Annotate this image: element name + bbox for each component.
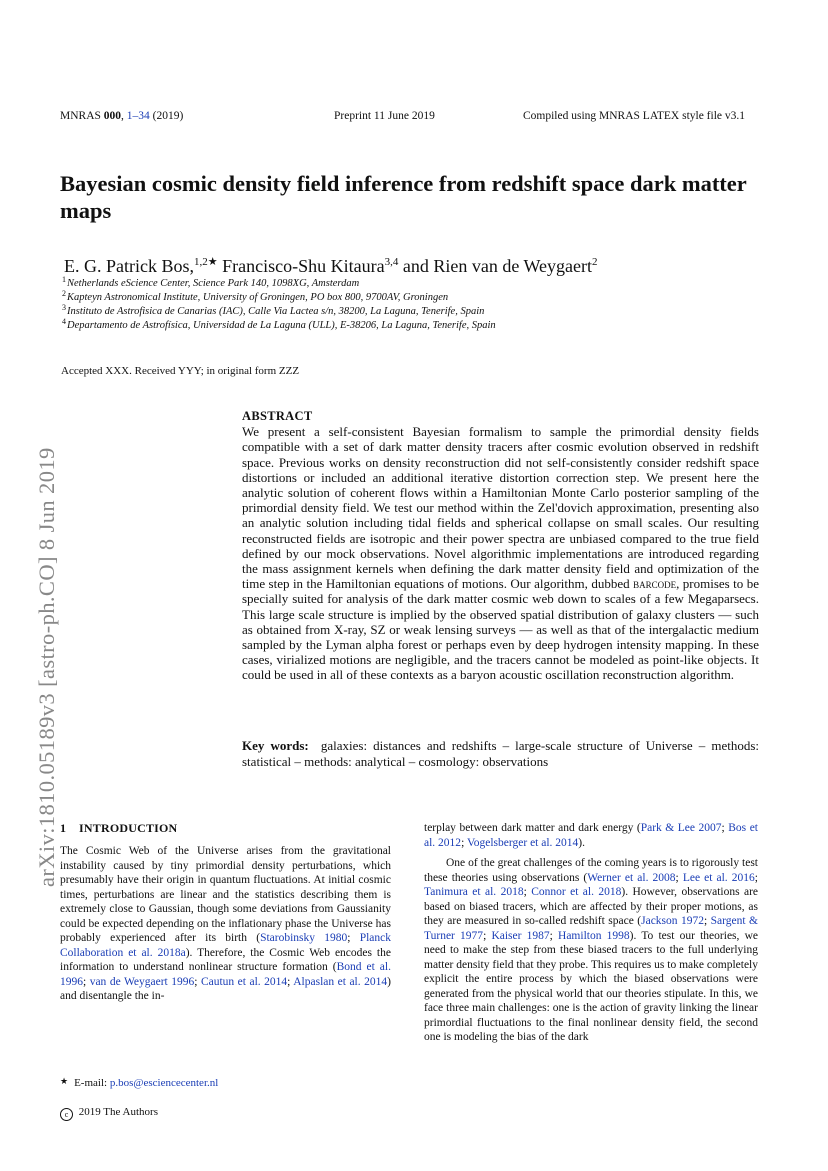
citation-link[interactable]: Cautun et al. 2014 — [200, 975, 288, 988]
separator: ; — [287, 975, 294, 988]
author-1-affil: 1,2★ — [194, 256, 218, 268]
footnote — [60, 1075, 218, 1090]
author-2: Francisco-Shu Kitaura — [222, 256, 385, 276]
author-2-affil: 3,4 — [384, 256, 399, 268]
page-range-link[interactable]: 1–34 — [126, 110, 150, 122]
left-column — [60, 844, 391, 1004]
citation-link[interactable]: Werner et al. 2008 — [587, 871, 676, 884]
keywords-text: galaxies: distances and redshifts – large-scale structure of Universe – methods: statistical – methods: analytical – cosmology: observations — [242, 738, 759, 769]
citation-link[interactable]: Alpaslan et al. 2014 — [293, 975, 388, 988]
affiliation-text: Instituto de Astrofisica de Canarias (IAC), Calle Via Lactea s/n, 38200, La Laguna, Tenerife, Spain — [67, 306, 485, 317]
body-text: ). To test our theories, we need to make the step from these biased tracers to the full underlying matter density field that they probe. This requires us to make completely explicit the entire process by which the biased observations were generated from the physical world that our theories stipulate. In this, we face three main challenges: one is the action of gravity linking the linear primordial fluctuations to the final nonlinear density field, the second one is modeling the bias of the dark — [424, 929, 758, 1043]
body-text: ). — [578, 836, 586, 849]
journal-year: (2019) — [152, 110, 184, 122]
arxiv-sidebar — [14, 347, 59, 887]
citation-link[interactable]: Starobinsky 1980 — [260, 932, 348, 944]
affiliation-number: 1 — [62, 275, 66, 284]
keywords — [242, 738, 759, 769]
affiliation — [62, 319, 496, 332]
section-heading — [60, 821, 177, 836]
citation-link[interactable]: Kaiser 1987 — [491, 929, 550, 942]
citation-link[interactable]: Connor et al. 2018 — [531, 886, 622, 898]
citation-link[interactable]: Sargent & Turner 1977 — [424, 915, 758, 942]
affiliation — [62, 305, 484, 318]
separator: ; — [483, 929, 492, 942]
journal-volume: 000 — [103, 110, 122, 122]
abstract-text: We present a self-consistent Bayesian formalism to sample the primordial density fields compatible with a set of dark matter density tracers after cosmic evolution observed in redshift space. Previous works on density reconstruction did not self-consistently consider redshift space distortions or included an additional iterative distortion correction step. We present here the analytic solution of coherent flows within a Hamiltonian Monte Carlo posterior sampling of the primordial density field. We test our method within the Zel'dovich approximation, presenting also an analytic solution including tidal fields and spherical collapse on small scales. Our resulting reconstructed fields are isotropic and their power spectra are unbiased compared to the true field defined by our mock observations. Novel algorithmic implementations are introduced regarding the mass assignment kernels when defining the dark matter density field and optimization of the time step in the Hamiltonian equations of motions. Our algorithm, dubbed — [242, 424, 759, 592]
separator: ; — [754, 871, 758, 884]
body-text: The Cosmic Web of the Universe arises from the gravitational instability caused by tiny primordial density perturbations, which presumably have their origin in quantum fluctuations. At initial cosmic times, perturbations are linear and the statistics describing them is extremely close to Gaussian, though some deviations from Gaussianity could be expected depending on the inflationary phase the Universe has probably experienced after its birth ( — [60, 845, 391, 944]
paragraph — [424, 821, 758, 850]
abstract — [242, 409, 759, 683]
citation-link[interactable]: Tanimura et al. 2018 — [424, 886, 524, 898]
abstract-heading: ABSTRACT — [242, 409, 313, 423]
citation-link[interactable]: Vogelsberger et al. 2014 — [466, 836, 579, 849]
affiliation-text: Netherlands eScience Center, Science Park 140, 1098XG, Amsterdam — [67, 278, 360, 289]
separator: ; — [461, 836, 467, 849]
abstract-text: , promises to be specially suited for analysis of the dark matter cosmic web down to scales of a few Megaparsecs. This large scale structure is implied by the observed spatial distribution of galaxy clusters — such as obtained from X-ray, SZ or weak lensing surveys — as well as that of the intergalactic medium sampled by the Lyman alpha forest or perhaps even by deep hydrogen intensity mapping. In these cases, virialized motions are negligible, and the tracers cannot be modeled as point-like objects. It could be used in all of these contexts as a baryon acoustic oscillation reconstruction algorithm. — [242, 576, 760, 683]
footnote-label: E-mail: — [74, 1077, 110, 1089]
copyright — [60, 1106, 158, 1121]
right-column — [424, 821, 758, 1045]
section-number: 1 — [60, 821, 67, 835]
body-text: ). Therefore, the Cosmic Web encodes the information to understand nonlinear structure formation ( — [60, 946, 391, 973]
body-text: One of the great challenges of the coming years is to rigorously test these theories using observations ( — [424, 857, 758, 884]
author-3: and Rien van de Weygaert — [402, 256, 592, 276]
compiled-note: Compiled using MNRAS LATEX style file v3.1 — [523, 110, 746, 122]
body-text: ) and disentangle the in- — [60, 975, 391, 1002]
preprint-date: Preprint 11 June 2019 — [334, 110, 435, 122]
separator: ; — [83, 975, 90, 988]
separator: ; — [549, 929, 559, 942]
email-link[interactable]: p.bos@esciencecenter.nl — [109, 1077, 219, 1089]
body-text: ). However, observations are based on biased tracers, which are affected by their proper motions, as they are measured in so-called redshift space ( — [424, 886, 759, 927]
affiliation-number: 2 — [62, 289, 66, 298]
citation-link[interactable]: Hamilton 1998 — [558, 929, 630, 942]
copyright-icon: c — [60, 1108, 73, 1121]
separator: ; — [194, 975, 201, 988]
affiliation-number: 4 — [62, 317, 66, 326]
separator: ; — [347, 932, 360, 944]
author-3-affil: 2 — [592, 256, 598, 268]
paragraph — [424, 856, 758, 1045]
section-title: INTRODUCTION — [79, 821, 178, 835]
author-list — [64, 255, 598, 277]
keywords-heading: Key words: — [242, 738, 309, 753]
citation-link[interactable]: Jackson 1972 — [641, 915, 704, 927]
affiliation — [62, 277, 359, 290]
arxiv-identifier[interactable]: arXiv:1810.05189v3 [astro-ph.CO] 8 Jun 2019 — [34, 447, 59, 887]
separator: ; — [675, 871, 683, 884]
citation-link[interactable]: Bos et al. 2012 — [424, 822, 758, 849]
affiliation-text: Kapteyn Astronomical Institute, University of Groningen, PO box 800, 9700AV, Groningen — [67, 292, 449, 303]
journal-citation: MNRAS 000, 1–34 (2019) — [60, 110, 184, 122]
citation-link[interactable]: Park & Lee 2007 — [640, 822, 722, 834]
separator: ; — [703, 915, 711, 927]
affiliation-text: Departamento de Astrofísica, Universidad de La Laguna (ULL), E-38206, La Laguna, Tenerife, Spain — [67, 320, 496, 331]
paper-title: Bayesian cosmic density field inference from redshift space dark matter maps — [60, 171, 747, 223]
citation-link[interactable]: van de Weygaert 1996 — [89, 975, 195, 988]
citation-link[interactable]: Lee et al. 2016 — [682, 871, 755, 884]
separator: ; — [523, 886, 532, 898]
affiliation-number: 3 — [62, 303, 66, 312]
submission-dates: Accepted XXX. Received YYY; in original form ZZZ — [61, 365, 300, 377]
separator: ; — [721, 822, 729, 834]
body-text: terplay between dark matter and dark energy ( — [424, 822, 641, 834]
copyright-text: 2019 The Authors — [78, 1106, 158, 1118]
footnote-marker: ★ — [60, 1076, 69, 1086]
affiliation — [62, 291, 448, 304]
author-1: E. G. Patrick Bos, — [64, 256, 194, 276]
citation-link[interactable]: Planck Collaboration et al. 2018a — [60, 932, 392, 959]
citation-link[interactable]: Bond et al. 1996 — [60, 961, 391, 988]
algorithm-name: barcode — [633, 576, 677, 592]
journal-name: MNRAS — [60, 110, 101, 122]
intro-paragraph — [60, 844, 391, 1004]
